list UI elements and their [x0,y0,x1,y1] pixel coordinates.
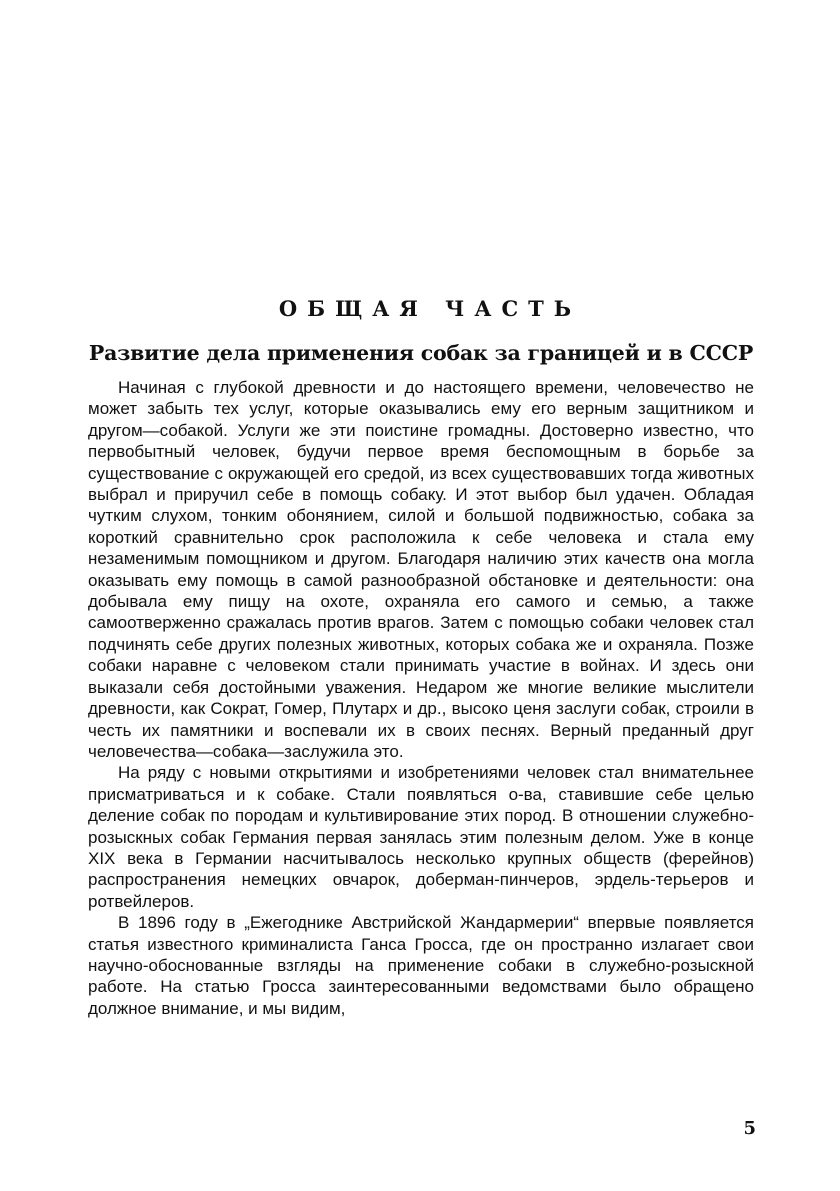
section-title: ОБЩАЯ ЧАСТЬ [278,296,582,321]
chapter-title: Развитие дела применения собак за границей и в СССР [88,341,754,365]
page-number: 5 [743,1118,756,1139]
body-text [88,377,754,1019]
paragraph-2: На ряду с новыми открытиями и изобретениями человек стал внимательнее присматриваться и к собаке. Стали появляться о-ва, ставившие себе целью деление собак по породам и культивирование этих пород. В отношении служебно-розыскных собак Германия первая занялась этим полезным делом. Уже в конце XIX века в Германии насчитывалось несколько крупных обществ (ферейнов) распространения немецких овчарок, доберман-пинчеров, эрдель-терьеров и ротвейлеров. [88,763,754,911]
page-content [88,296,754,1019]
paragraph-3: В 1896 году в „Ежегоднике Австрийской Жандармерии“ впервые появляется статья известного криминалиста Ганса Гросса, где он пространно излагает свои научно-обоснованные взгляды на применение собаки в служебно-розыскной работе. На статью Гросса заинтересованными ведомствами было обращено должное внимание, и мы видим, [88,913,754,1018]
paragraph-1: Начиная с глубокой древности и до настоящего времени, человечество не может забыть тех услуг, которые оказывались ему его верным защитником и другом—собакой. Услуги же эти поистине громадны. Достоверно известно, что первобытный человек, будучи первое время беспомощным в борьбе за существование с окружающей его средой, из всех существовавших тогда животных выбрал и приручил себе в помощь собаку. И этот выбор был удачен. Обладая чутким слухом, тонким обонянием, силой и большой подвижностью, собака за короткий сравнительно срок расположила к себе человека и стала ему незаменимым помощником и другом. Благодаря наличию этих качеств она могла оказывать ему помощь в самой разнообразной обстановке и деятельности: она добывала ему пищу на охоте, охраняла его самого и семью, а также самоотверженно сражалась против врагов. Затем с помощью собаки человек стал подчинять себе других полезных животных, которых собака же и охраняла. Позже собаки наравне с человеком стали принимать участие в войнах. И здесь они выказали себя достойными уважения. Недаром же многие великие мыслители древности, как Сократ, Гомер, Плутарх и др., высоко ценя заслуги собак, строили в честь их памятники и воспевали их в своих песнях. Верный преданный друг человечества—собака—заслужила это. [88,378,754,761]
